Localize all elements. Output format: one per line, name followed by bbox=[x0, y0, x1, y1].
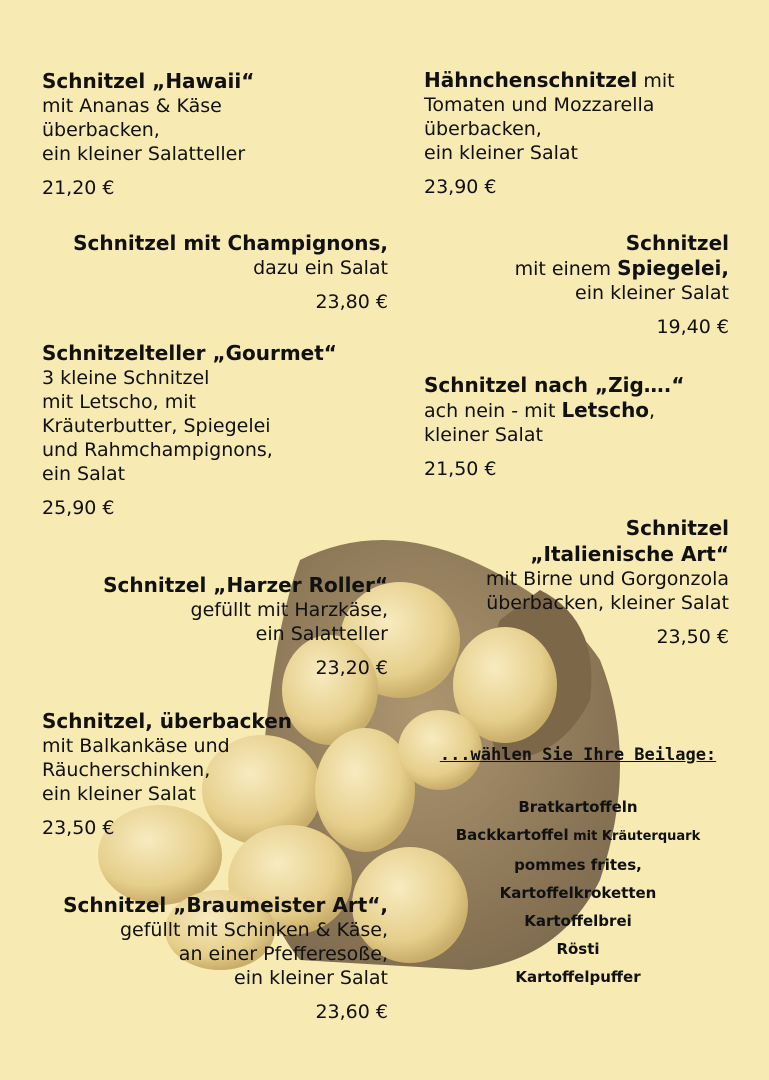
dish-description: Räucherschinken, bbox=[42, 759, 211, 781]
dish-description: dazu ein Salat bbox=[253, 257, 388, 279]
dish-italienische-art bbox=[420, 515, 729, 649]
dish-price: 21,20 € bbox=[42, 177, 115, 199]
dish-description: ein kleiner Salat bbox=[575, 282, 729, 304]
dish-description: überbacken, bbox=[424, 118, 542, 140]
dish-price: 23,50 € bbox=[656, 626, 729, 648]
dish-description: ein kleiner Salat bbox=[424, 142, 578, 164]
dish-description: ein Salat bbox=[42, 463, 126, 485]
dish-gourmet bbox=[42, 340, 382, 520]
dish-description: ach nein - mit bbox=[424, 400, 562, 422]
dish-title-suffix: mit bbox=[637, 70, 675, 92]
dish-description: überbacken, bbox=[42, 119, 160, 141]
dish-price: 19,40 € bbox=[656, 316, 729, 338]
side-dish-list bbox=[418, 745, 738, 991]
dish-price: 23,20 € bbox=[315, 657, 388, 679]
side-item: Backkartoffel bbox=[455, 826, 569, 844]
side-item: Kartoffelkroketten bbox=[499, 884, 657, 902]
dish-harzer-roller bbox=[40, 572, 388, 680]
dish-description: mit Birne und Gorgonzola bbox=[485, 568, 729, 590]
dish-description: an einer Pfefferesoße, bbox=[178, 943, 388, 965]
dish-hawaii bbox=[42, 68, 382, 200]
dish-title: Schnitzel „Hawaii“ bbox=[42, 69, 255, 93]
side-item: Kartoffelpuffer bbox=[515, 968, 641, 986]
dish-price: 23,60 € bbox=[315, 1001, 388, 1023]
dish-description: mit Letscho, mit bbox=[42, 391, 196, 413]
dish-price: 23,50 € bbox=[42, 817, 115, 839]
dish-price: 21,50 € bbox=[424, 458, 497, 480]
dish-title: Schnitzel „Braumeister Art“, bbox=[63, 893, 388, 917]
dish-title-line2: „Italienische Art“ bbox=[530, 542, 729, 566]
dish-description: mit einem bbox=[514, 258, 618, 280]
dish-title: Schnitzel bbox=[625, 516, 729, 540]
dish-description: Kräuterbutter, Spiegelei bbox=[42, 415, 271, 437]
side-item-suffix: mit Kräuterquark bbox=[568, 829, 701, 844]
dish-description: ein kleiner Salat bbox=[234, 967, 388, 989]
dish-title: Schnitzel nach „Zig….“ bbox=[424, 373, 685, 397]
dish-description: gefüllt mit Harzkäse, bbox=[190, 599, 388, 621]
side-item: Kartoffelbrei bbox=[524, 912, 632, 930]
dish-description: ein Salatteller bbox=[255, 623, 388, 645]
dish-description: mit Balkankäse und bbox=[42, 735, 230, 757]
dish-description: mit Ananas & Käse bbox=[42, 95, 222, 117]
dish-zig bbox=[424, 372, 744, 481]
dish-description: 3 kleine Schnitzel bbox=[42, 367, 210, 389]
side-item: pommes frites, bbox=[514, 856, 642, 874]
dish-highlight: Letscho bbox=[561, 398, 650, 422]
dish-title: Hähnchenschnitzel bbox=[424, 68, 638, 92]
dish-description: überbacken, kleiner Salat bbox=[486, 592, 729, 614]
dish-description: Tomaten und Mozzarella bbox=[424, 94, 655, 116]
dish-title: Schnitzel, überbacken bbox=[42, 709, 292, 733]
dish-champignons bbox=[40, 230, 388, 314]
dish-title: Schnitzel bbox=[625, 231, 729, 255]
dish-price: 25,90 € bbox=[42, 497, 115, 519]
dish-haehnchenschnitzel bbox=[424, 68, 744, 199]
dish-braumeister-art bbox=[30, 892, 388, 1024]
dish-description: , bbox=[649, 400, 656, 422]
dish-price: 23,90 € bbox=[424, 176, 497, 198]
dish-ueberbacken bbox=[42, 708, 382, 840]
side-item: Rösti bbox=[556, 940, 600, 958]
dish-price: 23,80 € bbox=[315, 291, 388, 313]
side-item: Bratkartoffeln bbox=[518, 798, 638, 816]
dish-description: ein kleiner Salatteller bbox=[42, 143, 246, 165]
dish-description: und Rahmchampignons, bbox=[42, 439, 273, 461]
dish-highlight: Spiegelei, bbox=[617, 256, 729, 280]
dish-spiegelei bbox=[420, 230, 729, 339]
dish-description: kleiner Salat bbox=[424, 424, 543, 446]
dish-title: Schnitzelteller „Gourmet“ bbox=[42, 341, 337, 365]
dish-description: ein kleiner Salat bbox=[42, 783, 196, 805]
dish-description: gefüllt mit Schinken & Käse, bbox=[119, 919, 388, 941]
side-dish-heading: ...wählen Sie Ihre Beilage: bbox=[439, 745, 717, 765]
dish-title: Schnitzel „Harzer Roller“ bbox=[103, 573, 388, 597]
dish-title: Schnitzel mit Champignons, bbox=[73, 231, 388, 255]
